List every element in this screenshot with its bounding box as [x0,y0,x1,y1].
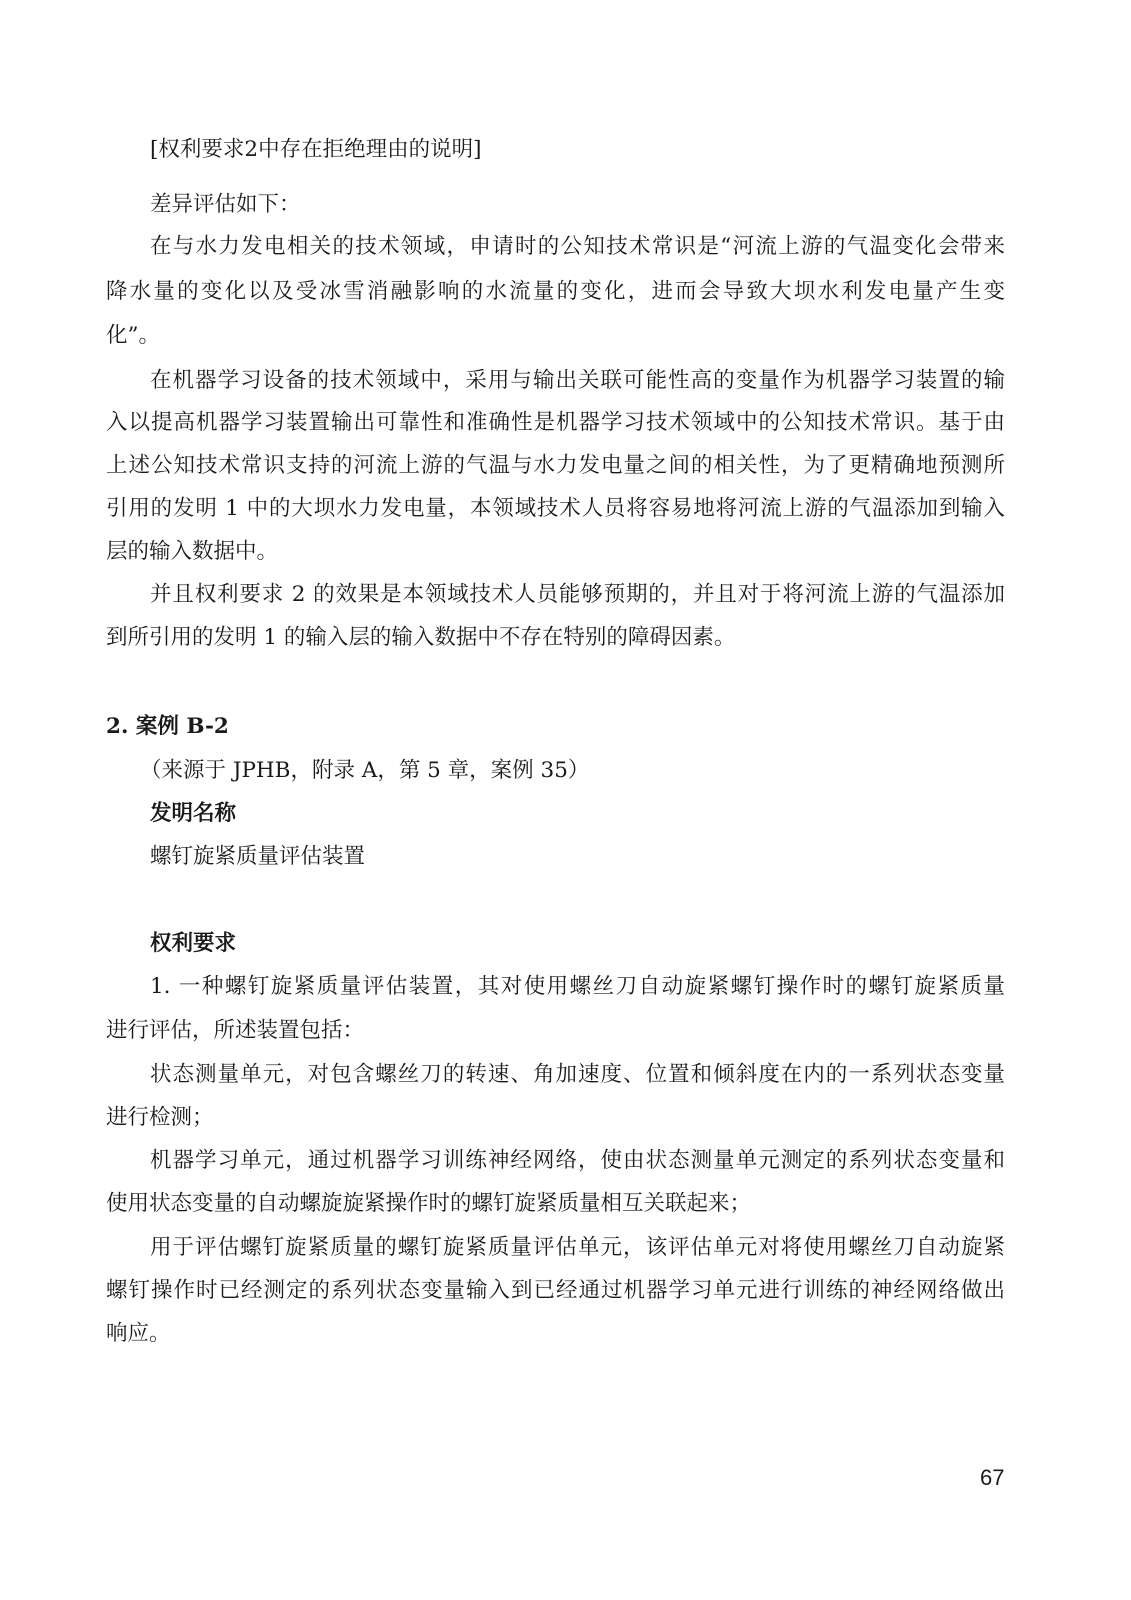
claims-label: 权利要求 [150,931,237,956]
paragraph-line: 层的输入数据中。 [106,539,279,564]
claim-line: 用于评估螺钉旋紧质量的螺钉旋紧质量评估单元，该评估单元对将使用螺丝刀自动旋紧 [150,1235,1005,1260]
claim-line: 机器学习单元，通过机器学习训练神经网络，使由状态测量单元测定的系列状态变量和 [150,1148,1005,1173]
paragraph-line: 引用的发明 1 中的大坝水力发电量，本领域技术人员将容易地将河流上游的气温添加到输入 [106,496,1005,521]
claim-line: 进行检测； [106,1105,214,1130]
claim-line: 1. 一种螺钉旋紧质量评估装置，其对使用螺丝刀自动旋紧螺钉操作时的螺钉旋紧质量 [150,974,1005,999]
paragraph-line: 到所引用的发明 1 的输入层的输入数据中不存在特别的障碍因素。 [106,625,736,650]
paragraph-line: 在机器学习设备的技术领域中，采用与输出关联可能性高的变量作为机器学习装置的输 [150,368,1005,393]
invention-name-label: 发明名称 [150,801,237,826]
claim-line: 进行评估，所述装置包括： [106,1018,365,1043]
paragraph-line: 并且权利要求 2 的效果是本领域技术人员能够预期的，并且对于将河流上游的气温添加 [150,582,1005,607]
claim-line: 状态测量单元，对包含螺丝刀的转速、角加速度、位置和倾斜度在内的一系列状态变量 [150,1062,1005,1087]
rejection-reason-heading: [权利要求2中存在拒绝理由的说明] [150,137,482,162]
claim-line: 响应。 [106,1321,171,1346]
paragraph-line: 上述公知技术常识支持的河流上游的气温与水力发电量之间的相关性，为了更精确地预测所 [106,453,1005,478]
paragraph-line: 入以提高机器学习装置输出可靠性和准确性是机器学习技术领域中的公知技术常识。基于由 [106,410,1005,435]
page-number: 67 [980,1465,1005,1490]
paragraph-line: 在与水力发电相关的技术领域，申请时的公知技术常识是“河流上游的气温变化会带来 [150,234,1005,259]
paragraph-line: 降水量的变化以及受冰雪消融影响的水流量的变化，进而会导致大坝水利发电量产生变 [106,279,1005,304]
case-title: 2. 案例 B-2 [106,714,229,739]
claim-line: 螺钉操作时已经测定的系列状态变量输入到已经通过机器学习单元进行训练的神经网络做出 [106,1278,1005,1303]
paragraph-line: 化”。 [106,323,160,348]
claim-line: 使用状态变量的自动螺旋旋紧操作时的螺钉旋紧质量相互关联起来； [106,1191,752,1216]
case-source: （来源于 JPHB，附录 A，第 5 章，案例 35） [140,758,590,783]
invention-name: 螺钉旋紧质量评估装置 [150,844,366,869]
difference-assessment-intro: 差异评估如下： [150,192,301,217]
